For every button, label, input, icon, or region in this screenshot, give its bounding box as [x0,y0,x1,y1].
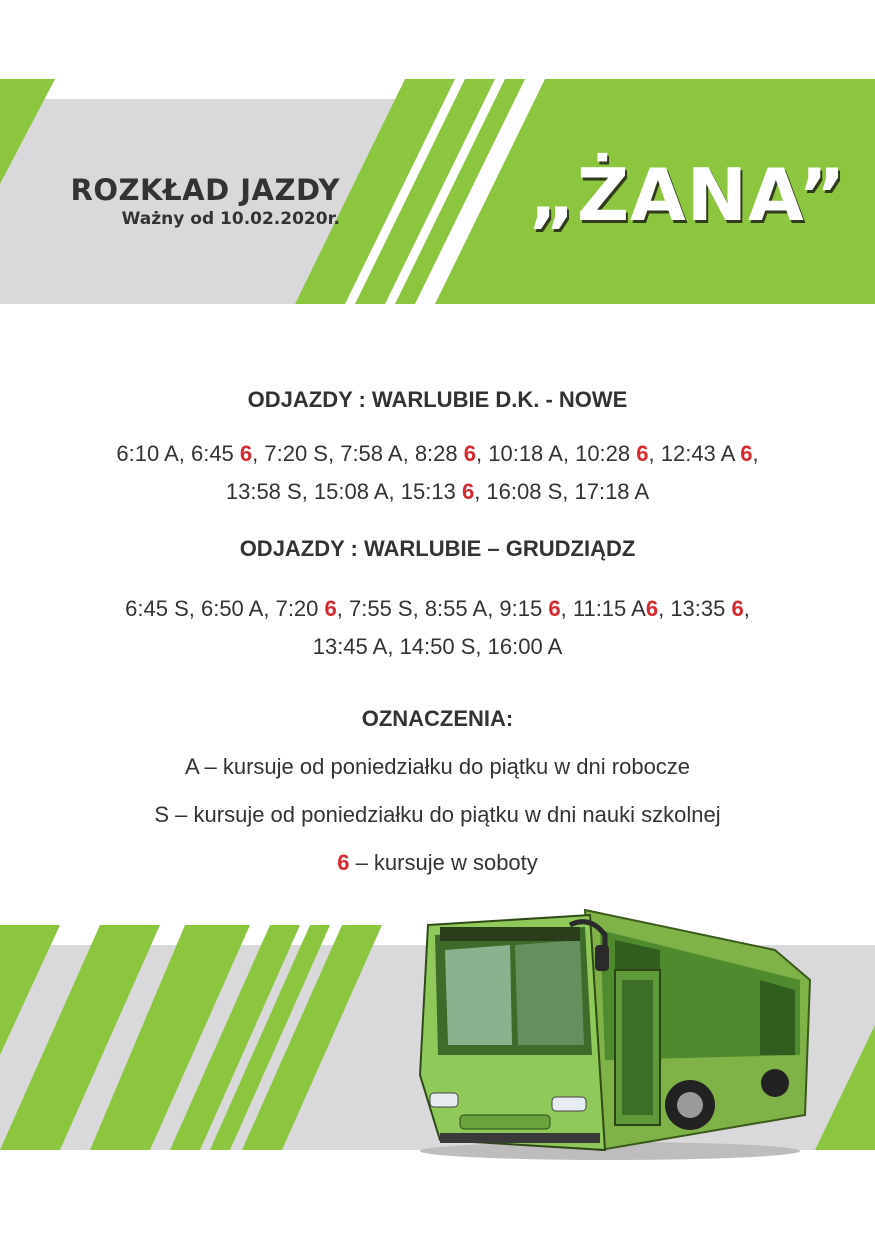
saturday-marker: 6 [548,596,561,621]
legend-text: – kursuje od poniedziałku do piątku w dni robocze [198,754,691,779]
departure-line [30,435,845,473]
departure-times: , 13:35 [658,596,732,621]
legend-symbol: 6 [337,850,350,875]
title-block [40,172,340,230]
valid-from-date: Ważny od 10.02.2020r. [121,209,340,229]
route-section [30,534,845,666]
departure-times: , 7:55 S, 8:55 A, 9:15 [336,596,549,621]
legend-item-saturday [30,848,845,878]
legend-text: – kursuje w soboty [349,850,538,875]
legend-title: OZNACZENIA: [361,706,514,731]
legend [30,704,845,878]
saturday-marker: 6 [461,479,475,504]
route-departures [30,590,845,666]
saturday-marker: 6 [324,596,337,621]
saturday-marker: 6 [731,596,744,621]
departure-line [30,628,845,666]
route-section [30,385,845,511]
legend-item-s [30,800,845,830]
legend-text: – kursuje od poniedziałku do piątku w dni nauki szkolnej [169,802,721,827]
route-title: ODJAZDY : WARLUBIE – GRUDZIĄDZ [239,536,636,561]
route-title: ODJAZDY : WARLUBIE D.K. - NOWE [247,387,628,412]
departure-line [30,590,845,628]
departure-times: , [752,441,759,466]
bus-icon [400,905,820,1165]
legend-item-a [30,752,845,782]
departure-times: 13:45 A, 14:50 S, 16:00 A [312,634,563,659]
departure-times: , [743,596,750,621]
saturday-marker: 6 [636,441,649,466]
page-title: ROZKŁAD JAZDY [70,173,340,207]
legend-symbol: A [184,754,199,779]
departure-times: , 11:15 A [560,596,646,621]
brand-name: „ŻANA” [528,153,847,237]
departure-times: , 12:43 A [648,441,741,466]
departure-times: 6:45 S, 6:50 A, 7:20 [125,596,325,621]
saturday-marker: 6 [740,441,753,466]
saturday-marker: 6 [645,596,659,621]
departure-times: , 16:08 S, 17:18 A [474,479,650,504]
departure-times: , 10:18 A, 10:28 [476,441,637,466]
legend-symbol: S [154,802,170,827]
saturday-marker: 6 [463,441,477,466]
departure-line [30,473,845,511]
departure-times: , 7:20 S, 7:58 A, 8:28 [252,441,464,466]
route-departures [30,435,845,511]
timetable [30,385,845,878]
departure-times: 6:10 A, 6:45 [116,441,240,466]
departure-times: 13:58 S, 15:08 A, 15:13 [225,479,462,504]
saturday-marker: 6 [239,441,253,466]
